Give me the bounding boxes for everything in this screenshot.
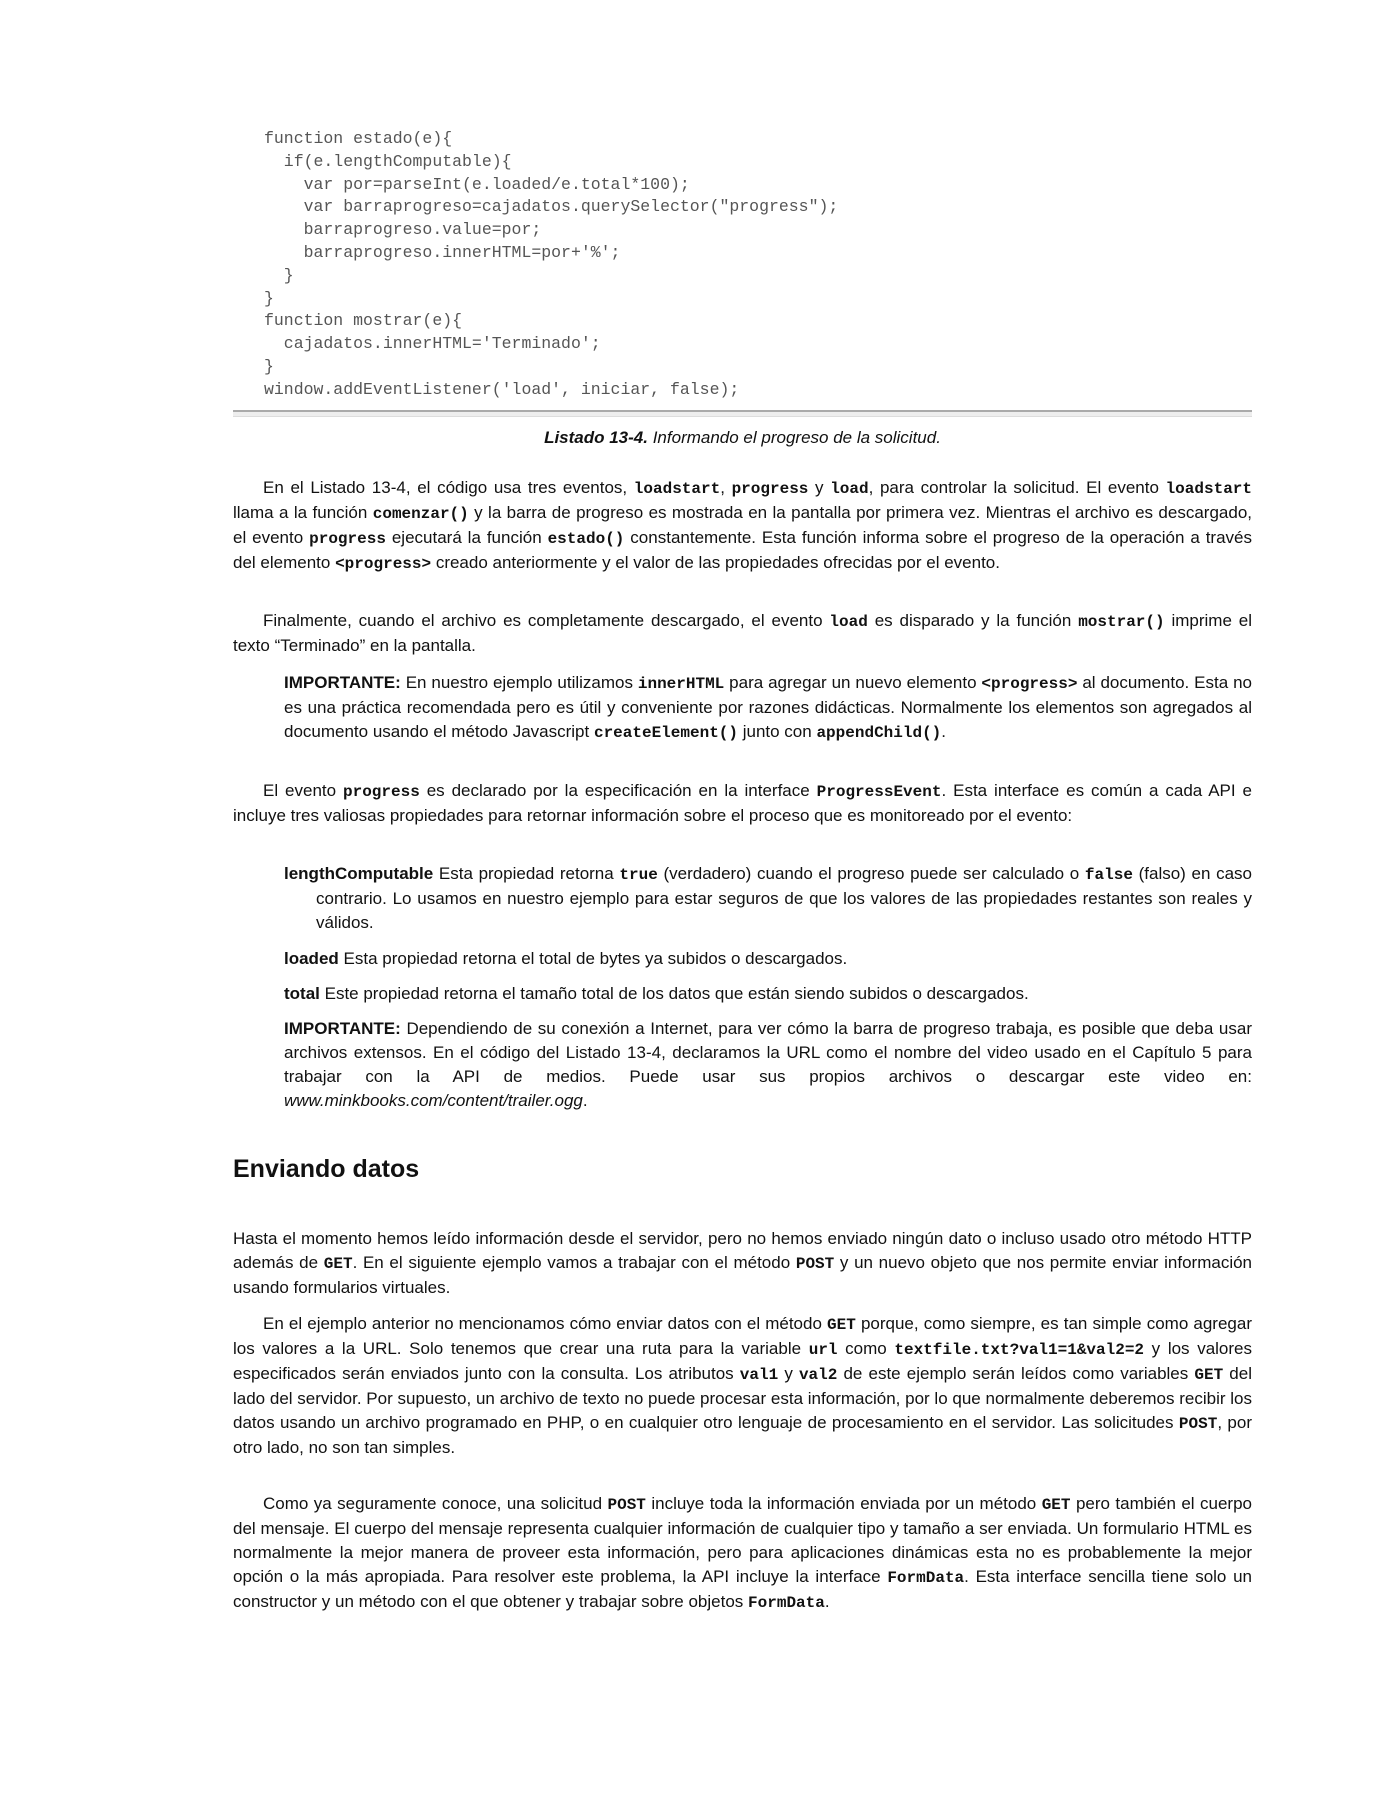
text-run: del lado del servidor. Por supuesto, un archivo de texto no puede procesar esta información, por lo que normalmente deberemos recibir los datos usando un archivo programado en PHP, o en cualquier otro lenguaje de procesamiento en el servidor. Las solicitudes	[233, 1364, 1252, 1432]
inline-code: POST	[607, 1496, 646, 1514]
code-line: barraprogreso.value=por;	[264, 220, 542, 240]
text-run: , por otro lado, no son tan simples.	[233, 1413, 1252, 1457]
code-line: function estado(e){	[264, 129, 453, 148]
text-run: El evento	[263, 781, 343, 800]
text-run: Finalmente, cuando el archivo es completamente descargado, el evento	[263, 611, 830, 630]
inline-code: GET	[1041, 1496, 1071, 1514]
bold-term: lengthComputable	[284, 864, 434, 883]
section-heading: Enviando datos	[233, 1155, 420, 1183]
caption-label: Listado 13-4.	[544, 428, 648, 447]
code-line: if(e.lengthComputable){	[264, 151, 512, 171]
inline-code: FormData	[748, 1594, 825, 1612]
bold-term: IMPORTANTE:	[284, 1019, 401, 1038]
definition-total	[284, 982, 1252, 1006]
bold-term: IMPORTANTE:	[284, 673, 401, 692]
inline-code: appendChild()	[816, 724, 942, 742]
inline-code: val1	[739, 1366, 779, 1384]
text-run: .	[824, 1592, 830, 1611]
inline-code: GET	[827, 1316, 856, 1334]
text-run: para agregar un nuevo elemento	[724, 673, 982, 692]
text-run: y la barra de progreso es mostrada en la pantalla por primera vez. Mientras el archivo es descargado, el evento	[233, 503, 1252, 547]
text-run: de este ejemplo serán leídos como variables	[837, 1364, 1195, 1383]
text-run: Como ya seguramente conoce, una solicitud	[263, 1494, 608, 1513]
inline-code: ProgressEvent	[816, 783, 942, 801]
inline-code: loadstart	[633, 480, 721, 498]
inline-code: comenzar()	[372, 505, 469, 523]
text-run: (verdadero) cuando el progreso puede ser calculado o	[657, 864, 1085, 883]
listing-divider	[233, 410, 1252, 417]
inline-code: GET	[1194, 1366, 1224, 1384]
code-line: cajadatos.innerHTML='Terminado';	[264, 334, 601, 354]
inline-code: <progress>	[335, 555, 432, 573]
inline-code: true	[619, 866, 658, 884]
text-run: al documento. Esta no es una práctica recomendada pero es útil y conveniente por razones didácticas. Normalmente los elementos son agregados al documento usando el método Javascript	[284, 673, 1252, 741]
inline-code: innerHTML	[637, 675, 725, 693]
bold-term: total	[284, 984, 320, 1003]
inline-code: progress	[731, 480, 809, 498]
paragraph-progressevent	[233, 779, 1252, 828]
text-run: imprime el texto “Terminado” en la pantalla.	[233, 611, 1253, 655]
text-run: , para controlar la solicitud. El evento	[868, 478, 1166, 497]
paragraph-finalmente	[233, 609, 1252, 658]
text-run: y un nuevo objeto que nos permite enviar información usando formularios virtuales.	[233, 1253, 1253, 1297]
text-run: Esta propiedad retorna el total de bytes ya subidos o descargados.	[338, 949, 848, 968]
italic-link-text: www.minkbooks.com/content/trailer.ogg	[284, 1091, 583, 1110]
inline-code: progress	[343, 783, 420, 801]
inline-code: FormData	[887, 1569, 965, 1587]
text-run: En nuestro ejemplo utilizamos	[400, 673, 638, 692]
code-line: var por=parseInt(e.loaded/e.total*100);	[264, 174, 690, 194]
code-line: }	[264, 265, 294, 285]
code-listing	[264, 128, 838, 402]
text-run: . Esta interface es común a cada API e incluye tres valiosas propiedades para retornar información sobre el proceso que es monitoreado por el evento:	[233, 781, 1252, 825]
inline-code: val2	[798, 1366, 838, 1384]
text-run: .	[941, 722, 947, 741]
inline-code: load	[830, 480, 869, 498]
text-run: En el Listado 13-4, el código usa tres eventos,	[263, 478, 634, 497]
text-run: ejecutará la función	[385, 528, 548, 547]
code-line: function mostrar(e){	[264, 311, 463, 331]
inline-code: estado()	[547, 530, 625, 548]
inline-code: mostrar()	[1078, 613, 1165, 631]
paragraph-get	[233, 1312, 1252, 1460]
inline-code: progress	[309, 530, 386, 548]
text-run: como	[837, 1339, 895, 1358]
text-run: (falso) en caso contrario. Lo usamos en nuestro ejemplo para estar seguros de que los valores de las propiedades restantes son reales y válidos.	[316, 864, 1252, 932]
inline-code: url	[808, 1341, 838, 1359]
paragraph-post	[233, 1492, 1252, 1615]
code-line: }	[264, 356, 274, 376]
text-run: .	[582, 1091, 588, 1110]
text-run: porque, como siempre, es tan simple como agregar los valores a la URL. Solo tenemos que crear una ruta para la variable	[233, 1314, 1252, 1358]
text-run: creado anteriormente y el valor de las propiedades ofrecidas por el evento.	[431, 553, 1000, 572]
inline-code: POST	[795, 1255, 835, 1273]
text-run: constantemente. Esta función informa sobre el progreso de la operación a través del elemento	[233, 528, 1252, 572]
inline-code: load	[829, 613, 868, 631]
bold-term: loaded	[284, 949, 339, 968]
inline-code: POST	[1178, 1415, 1218, 1433]
text-run: Dependiendo de su conexión a Internet, para ver cómo la barra de progreso trabaja, es posible que deba usar archivos extensos. En el código del Listado 13-4, declaramos la URL como el nombre del video usado en el Capítulo 5 para trabajar con la API de medios. Puede usar sus propios archivos o descargar este video en:	[284, 1019, 1252, 1086]
text-run: llama a la función	[233, 503, 373, 522]
text-run: y	[778, 1364, 799, 1383]
caption-text: Informando el progreso de la solicitud.	[647, 428, 941, 447]
note-importante-innerhtml	[284, 671, 1252, 745]
code-line: window.addEventListener('load', iniciar, false);	[264, 379, 740, 399]
text-run: . En el siguiente ejemplo vamos a trabajar con el método	[352, 1253, 796, 1272]
code-line: var barraprogreso=cajadatos.querySelector("progress");	[264, 197, 839, 217]
definition-lengthcomputable	[284, 862, 1252, 935]
code-line: }	[264, 288, 274, 308]
paragraph-events	[233, 476, 1252, 576]
text-run: . Esta interface sencilla tiene solo un constructor y un método con el que obtener y trabajar sobre objetos	[233, 1567, 1252, 1611]
text-run: pero también el cuerpo del mensaje. El cuerpo del mensaje representa cualquier información de cualquier tipo y tamaño a ser enviada. Un formulario HTML es normalmente la mejor manera de proveer esta información, pero para aplicaciones dinámicas esta no es probablemente la mejor opción o la más apropiada. Para resolver este problema, la API incluye la interface	[233, 1494, 1252, 1586]
inline-code: loadstart	[1165, 480, 1252, 498]
text-run: es declarado por la especificación en la interface	[419, 781, 817, 800]
code-line: barraprogreso.innerHTML=por+'%';	[264, 242, 621, 262]
text-run: es disparado y la función	[867, 611, 1079, 630]
text-run: y	[808, 478, 831, 497]
text-run: En el ejemplo anterior no mencionamos cómo enviar datos con el método	[263, 1314, 828, 1333]
inline-code: false	[1084, 866, 1133, 884]
text-run: junto con	[738, 722, 817, 741]
inline-code: <progress>	[981, 675, 1078, 693]
text-run: ,	[720, 478, 732, 497]
text-run: incluye toda la información enviada por un método	[645, 1494, 1042, 1513]
paragraph-hasta	[233, 1227, 1252, 1300]
inline-code: createElement()	[593, 724, 738, 742]
definition-loaded	[284, 947, 1252, 971]
text-run: Este propiedad retorna el tamaño total de los datos que están siendo subidos o descargados.	[319, 984, 1029, 1003]
listing-caption	[233, 428, 1252, 448]
text-run: Hasta el momento hemos leído información desde el servidor, pero no hemos enviado ningún dato o incluso usado otro método HTTP además de	[233, 1229, 1252, 1272]
text-run: Esta propiedad retorna	[433, 864, 620, 883]
inline-code: GET	[323, 1255, 353, 1273]
note-importante-connection	[284, 1017, 1252, 1113]
text-run: y los valores especificados serán enviados junto con la consulta. Los atributos	[233, 1339, 1252, 1383]
inline-code: textfile.txt?val1=1&val2=2	[894, 1341, 1145, 1359]
